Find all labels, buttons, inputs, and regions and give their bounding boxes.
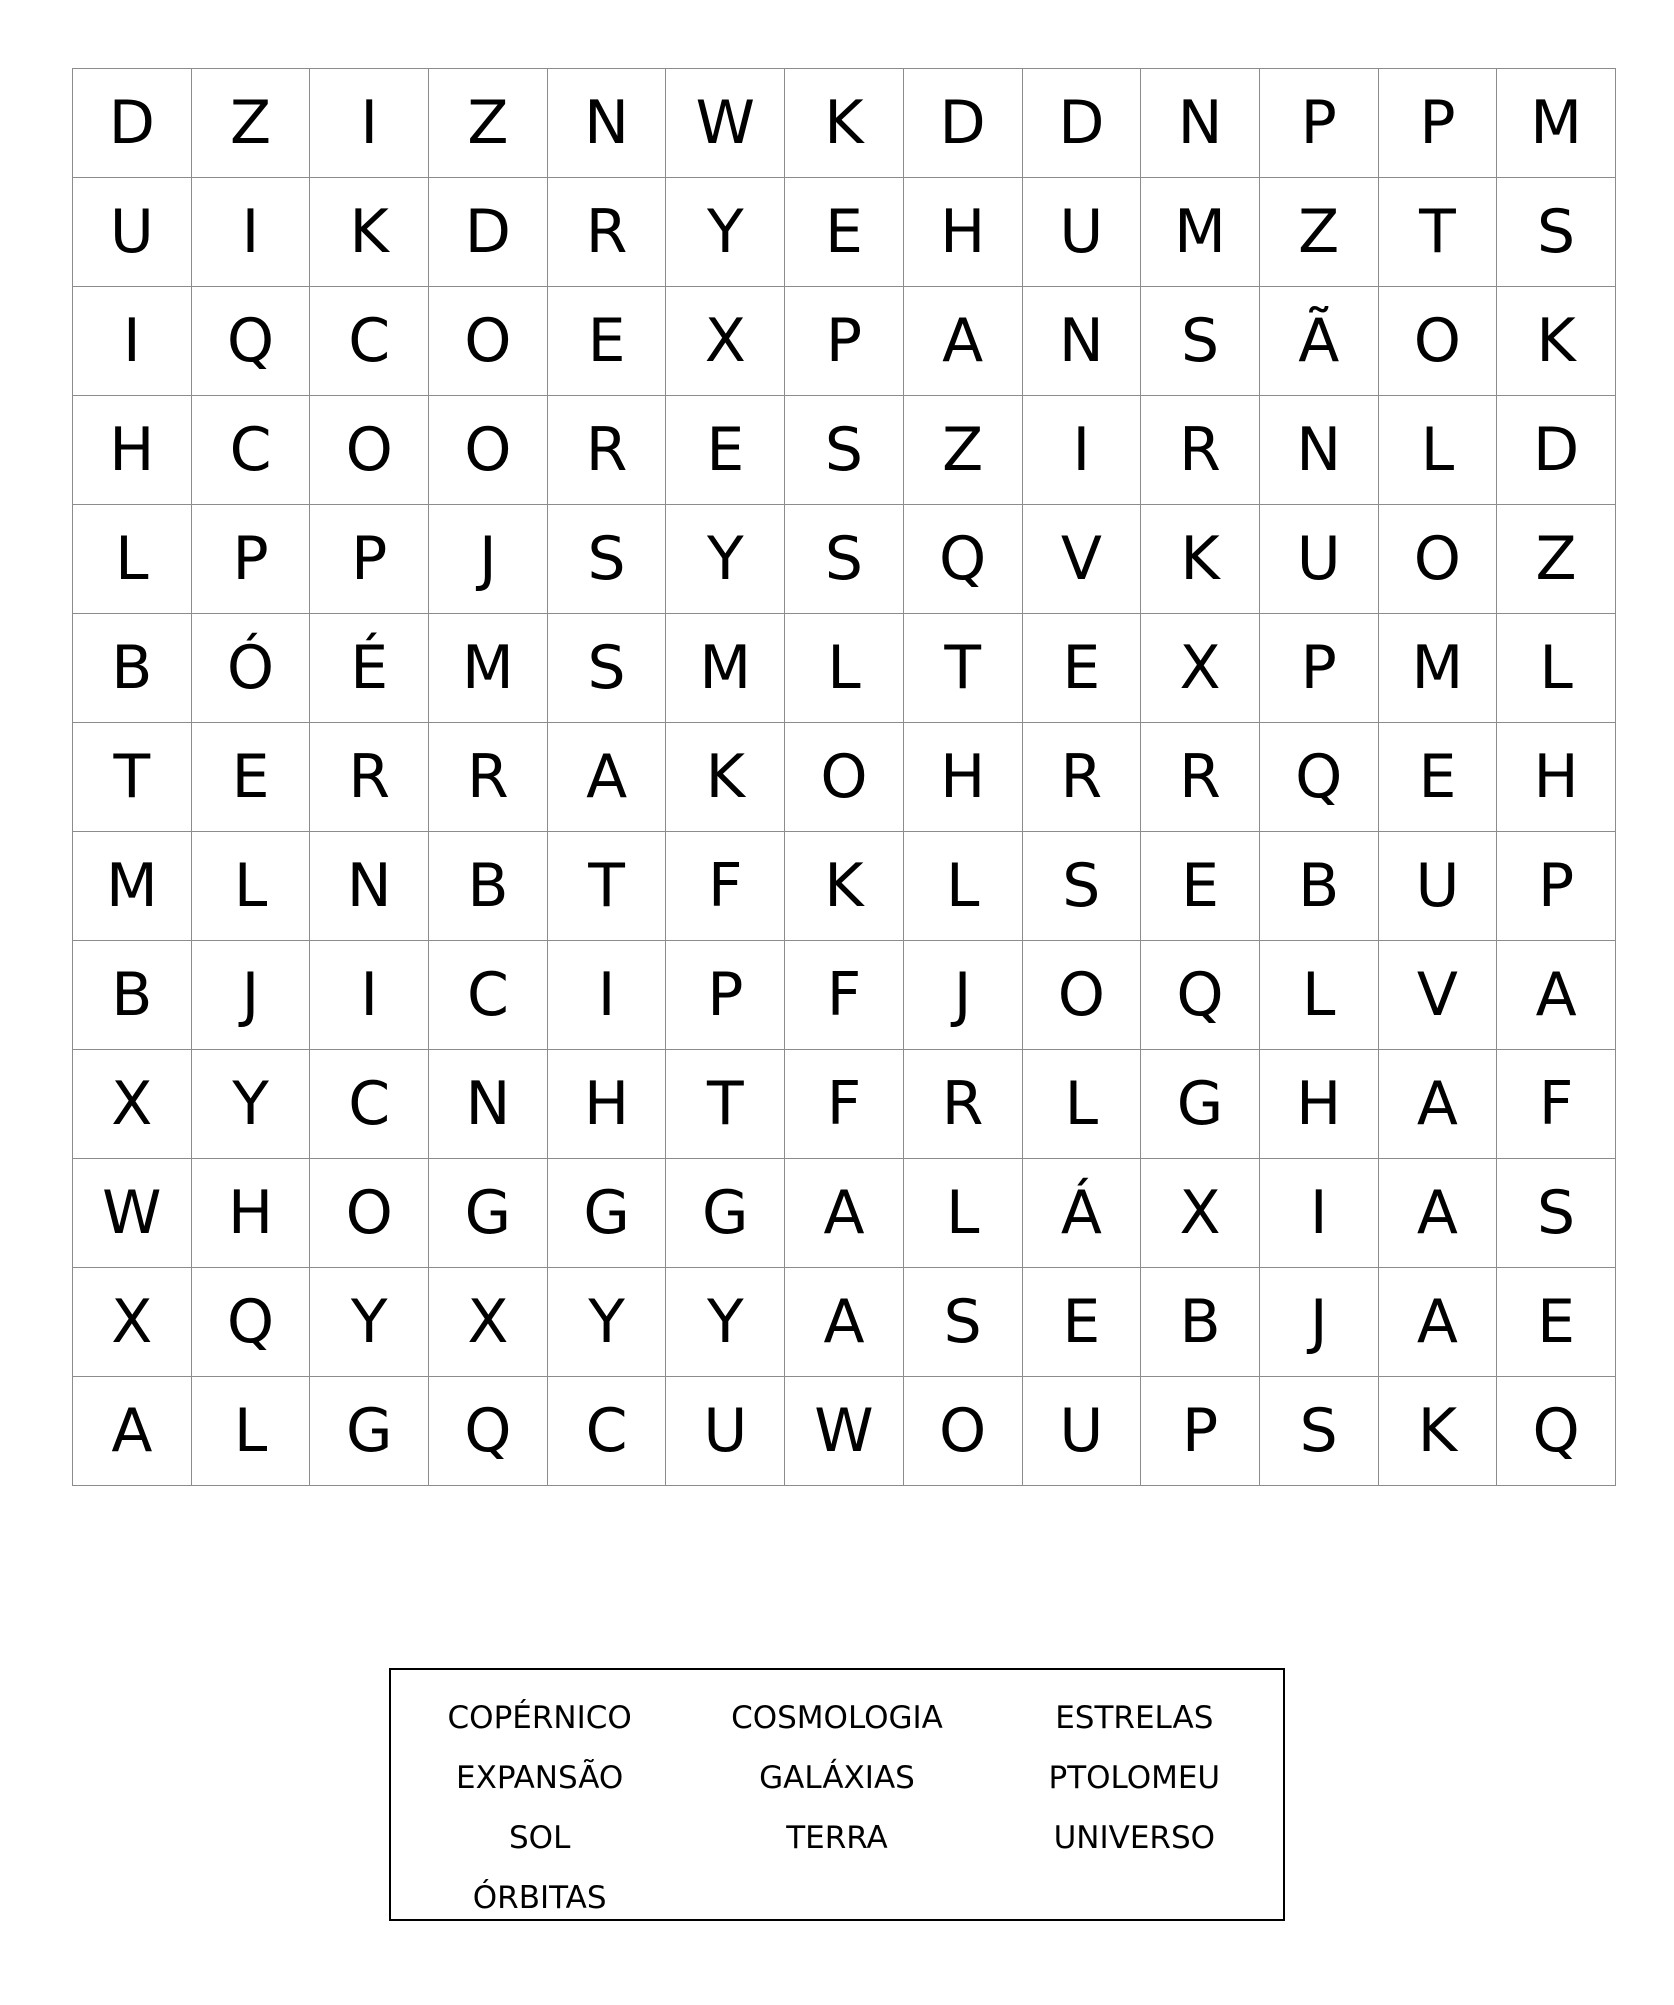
- grid-cell[interactable]: G: [1141, 1050, 1260, 1159]
- grid-cell[interactable]: G: [310, 1377, 429, 1486]
- grid-cell[interactable]: F: [1497, 1050, 1616, 1159]
- grid-cell[interactable]: H: [1497, 723, 1616, 832]
- grid-cell[interactable]: A: [903, 287, 1022, 396]
- grid-cell[interactable]: Z: [191, 69, 310, 178]
- grid-cell[interactable]: T: [73, 723, 192, 832]
- grid-cell[interactable]: I: [310, 941, 429, 1050]
- grid-cell[interactable]: H: [73, 396, 192, 505]
- grid-cell[interactable]: P: [191, 505, 310, 614]
- grid-cell[interactable]: Z: [1259, 178, 1378, 287]
- grid-cell[interactable]: G: [429, 1159, 548, 1268]
- grid-cell[interactable]: D: [1022, 69, 1141, 178]
- grid-cell[interactable]: M: [429, 614, 548, 723]
- grid-cell[interactable]: L: [191, 1377, 310, 1486]
- grid-cell[interactable]: W: [666, 69, 785, 178]
- grid-cell[interactable]: T: [666, 1050, 785, 1159]
- grid-cell[interactable]: L: [191, 832, 310, 941]
- grid-cell[interactable]: Q: [429, 1377, 548, 1486]
- grid-cell[interactable]: L: [903, 832, 1022, 941]
- grid-cell[interactable]: Y: [666, 505, 785, 614]
- grid-row: [73, 178, 1616, 287]
- grid-cell[interactable]: P: [310, 505, 429, 614]
- grid-cell[interactable]: E: [666, 396, 785, 505]
- grid-cell[interactable]: H: [903, 178, 1022, 287]
- grid-cell[interactable]: S: [547, 614, 666, 723]
- grid-cell[interactable]: B: [429, 832, 548, 941]
- grid-cell[interactable]: U: [1022, 1377, 1141, 1486]
- grid-cell[interactable]: O: [1022, 941, 1141, 1050]
- grid-cell[interactable]: A: [73, 1377, 192, 1486]
- grid-cell[interactable]: K: [1141, 505, 1260, 614]
- grid-cell[interactable]: K: [666, 723, 785, 832]
- grid-cell[interactable]: F: [666, 832, 785, 941]
- grid-cell[interactable]: T: [1378, 178, 1497, 287]
- grid-cell[interactable]: X: [73, 1050, 192, 1159]
- word-bank-row: [391, 1868, 1283, 1928]
- grid-cell[interactable]: R: [547, 396, 666, 505]
- grid-cell[interactable]: M: [666, 614, 785, 723]
- grid-cell[interactable]: S: [785, 505, 904, 614]
- grid-cell[interactable]: A: [547, 723, 666, 832]
- grid-cell[interactable]: I: [1259, 1159, 1378, 1268]
- grid-cell[interactable]: Z: [903, 396, 1022, 505]
- grid-cell[interactable]: Q: [903, 505, 1022, 614]
- grid-cell[interactable]: I: [191, 178, 310, 287]
- grid-cell[interactable]: W: [785, 1377, 904, 1486]
- grid-cell[interactable]: E: [191, 723, 310, 832]
- grid-cell[interactable]: C: [310, 287, 429, 396]
- grid-cell[interactable]: X: [1141, 614, 1260, 723]
- grid-cell[interactable]: M: [73, 832, 192, 941]
- grid-cell[interactable]: E: [1141, 832, 1260, 941]
- grid-cell[interactable]: B: [1259, 832, 1378, 941]
- grid-cell[interactable]: K: [1497, 287, 1616, 396]
- grid-cell[interactable]: R: [310, 723, 429, 832]
- grid-cell[interactable]: O: [1378, 505, 1497, 614]
- grid-cell[interactable]: Q: [191, 1268, 310, 1377]
- grid-cell[interactable]: O: [429, 287, 548, 396]
- grid-cell[interactable]: E: [1022, 614, 1141, 723]
- grid-cell[interactable]: L: [903, 1159, 1022, 1268]
- grid-cell[interactable]: E: [1022, 1268, 1141, 1377]
- grid-cell[interactable]: X: [666, 287, 785, 396]
- word-bank-item[interactable]: SOL: [508, 1820, 571, 1856]
- grid-cell[interactable]: Z: [429, 69, 548, 178]
- grid-row: [73, 1159, 1616, 1268]
- grid-row: [73, 941, 1616, 1050]
- grid-cell[interactable]: O: [429, 396, 548, 505]
- grid-cell[interactable]: H: [191, 1159, 310, 1268]
- grid-cell[interactable]: U: [73, 178, 192, 287]
- grid-cell[interactable]: R: [1022, 723, 1141, 832]
- grid-cell[interactable]: M: [1378, 614, 1497, 723]
- grid-cell[interactable]: T: [547, 832, 666, 941]
- grid-cell[interactable]: E: [785, 178, 904, 287]
- grid-cell[interactable]: J: [191, 941, 310, 1050]
- grid-cell[interactable]: U: [1378, 832, 1497, 941]
- grid-row: [73, 505, 1616, 614]
- word-bank: [389, 1668, 1285, 1921]
- grid-cell[interactable]: N: [1259, 396, 1378, 505]
- grid-cell[interactable]: A: [1378, 1159, 1497, 1268]
- grid-cell[interactable]: N: [1022, 287, 1141, 396]
- word-bank-item[interactable]: COPÉRNICO: [447, 1700, 632, 1736]
- grid-cell[interactable]: P: [1497, 832, 1616, 941]
- grid-cell[interactable]: Q: [1497, 1377, 1616, 1486]
- grid-cell[interactable]: K: [785, 69, 904, 178]
- grid-cell[interactable]: B: [73, 941, 192, 1050]
- grid-cell[interactable]: E: [1497, 1268, 1616, 1377]
- grid-row: [73, 1377, 1616, 1486]
- grid-cell[interactable]: L: [785, 614, 904, 723]
- grid-cell[interactable]: B: [1141, 1268, 1260, 1377]
- grid-row: [73, 69, 1616, 178]
- grid-row: [73, 723, 1616, 832]
- grid-cell[interactable]: É: [310, 614, 429, 723]
- grid-cell[interactable]: S: [785, 396, 904, 505]
- word-bank-item[interactable]: COSMOLOGIA: [731, 1700, 943, 1736]
- grid-cell[interactable]: X: [429, 1268, 548, 1377]
- grid-cell[interactable]: N: [429, 1050, 548, 1159]
- grid-cell[interactable]: O: [310, 396, 429, 505]
- grid-cell[interactable]: Y: [666, 1268, 785, 1377]
- grid-cell[interactable]: K: [785, 832, 904, 941]
- word-bank-row: [391, 1808, 1283, 1868]
- grid-cell[interactable]: G: [666, 1159, 785, 1268]
- grid-cell[interactable]: O: [903, 1377, 1022, 1486]
- grid-row: [73, 396, 1616, 505]
- grid-cell[interactable]: S: [903, 1268, 1022, 1377]
- grid-cell[interactable]: H: [903, 723, 1022, 832]
- grid-cell[interactable]: L: [1259, 941, 1378, 1050]
- grid-cell[interactable]: P: [1259, 614, 1378, 723]
- grid-cell[interactable]: D: [903, 69, 1022, 178]
- grid-cell[interactable]: E: [547, 287, 666, 396]
- grid-cell[interactable]: P: [1141, 1377, 1260, 1486]
- grid-cell[interactable]: C: [191, 396, 310, 505]
- grid-cell[interactable]: Á: [1022, 1159, 1141, 1268]
- grid-cell[interactable]: Q: [1259, 723, 1378, 832]
- grid-cell[interactable]: N: [1141, 69, 1260, 178]
- grid-cell[interactable]: S: [1497, 1159, 1616, 1268]
- grid-cell[interactable]: J: [903, 941, 1022, 1050]
- word-bank-item[interactable]: EXPANSÃO: [456, 1760, 624, 1796]
- grid-cell[interactable]: R: [429, 723, 548, 832]
- grid-cell[interactable]: H: [1259, 1050, 1378, 1159]
- grid-cell[interactable]: A: [1378, 1268, 1497, 1377]
- grid-cell[interactable]: I: [1022, 396, 1141, 505]
- grid-cell[interactable]: L: [1022, 1050, 1141, 1159]
- word-bank-item[interactable]: ESTRELAS: [1055, 1700, 1214, 1736]
- grid-cell[interactable]: I: [310, 69, 429, 178]
- grid-cell[interactable]: M: [1141, 178, 1260, 287]
- grid-cell[interactable]: L: [73, 505, 192, 614]
- grid-cell[interactable]: L: [1497, 614, 1616, 723]
- word-search-puzzle: [72, 68, 1602, 1486]
- grid-cell[interactable]: R: [1141, 723, 1260, 832]
- word-bank-item[interactable]: GALÁXIAS: [759, 1760, 915, 1796]
- grid-row: [73, 287, 1616, 396]
- grid-cell[interactable]: S: [1259, 1377, 1378, 1486]
- grid-cell[interactable]: J: [1259, 1268, 1378, 1377]
- grid-cell[interactable]: Q: [1141, 941, 1260, 1050]
- grid-cell[interactable]: J: [429, 505, 548, 614]
- grid-cell[interactable]: I: [547, 941, 666, 1050]
- grid-cell[interactable]: O: [310, 1159, 429, 1268]
- grid-cell[interactable]: V: [1022, 505, 1141, 614]
- grid-cell[interactable]: Ã: [1259, 287, 1378, 396]
- grid-cell[interactable]: W: [73, 1159, 192, 1268]
- word-bank-item[interactable]: UNIVERSO: [1053, 1820, 1216, 1856]
- grid-cell[interactable]: H: [547, 1050, 666, 1159]
- grid-cell[interactable]: O: [785, 723, 904, 832]
- grid-cell[interactable]: O: [1378, 287, 1497, 396]
- grid-cell[interactable]: Y: [310, 1268, 429, 1377]
- grid-cell[interactable]: Ó: [191, 614, 310, 723]
- grid-cell[interactable]: P: [1259, 69, 1378, 178]
- grid-cell[interactable]: D: [1497, 396, 1616, 505]
- grid-cell[interactable]: U: [1022, 178, 1141, 287]
- grid-cell[interactable]: C: [310, 1050, 429, 1159]
- grid-cell[interactable]: F: [785, 941, 904, 1050]
- grid-cell[interactable]: C: [547, 1377, 666, 1486]
- grid-cell[interactable]: U: [1259, 505, 1378, 614]
- grid-row: [73, 1050, 1616, 1159]
- grid-cell[interactable]: Y: [191, 1050, 310, 1159]
- grid-cell[interactable]: L: [1378, 396, 1497, 505]
- grid-cell[interactable]: G: [547, 1159, 666, 1268]
- grid-cell[interactable]: Q: [191, 287, 310, 396]
- grid-cell[interactable]: R: [1141, 396, 1260, 505]
- word-bank-item[interactable]: TERRA: [786, 1820, 888, 1856]
- grid-cell[interactable]: R: [903, 1050, 1022, 1159]
- word-bank-item[interactable]: ÓRBITAS: [472, 1880, 607, 1916]
- grid-cell[interactable]: T: [903, 614, 1022, 723]
- grid-cell[interactable]: S: [1141, 287, 1260, 396]
- grid-cell[interactable]: E: [1378, 723, 1497, 832]
- grid-cell[interactable]: S: [547, 505, 666, 614]
- grid-cell[interactable]: S: [1022, 832, 1141, 941]
- grid-cell[interactable]: Y: [666, 178, 785, 287]
- grid-cell[interactable]: F: [785, 1050, 904, 1159]
- grid-cell[interactable]: P: [666, 941, 785, 1050]
- word-bank-item[interactable]: PTOLOMEU: [1048, 1760, 1221, 1796]
- grid-cell[interactable]: N: [310, 832, 429, 941]
- grid-cell[interactable]: P: [1378, 69, 1497, 178]
- grid-cell[interactable]: A: [785, 1159, 904, 1268]
- grid-cell[interactable]: N: [547, 69, 666, 178]
- grid-cell[interactable]: R: [547, 178, 666, 287]
- grid-cell[interactable]: D: [429, 178, 548, 287]
- grid-cell[interactable]: C: [429, 941, 548, 1050]
- grid-cell[interactable]: A: [785, 1268, 904, 1377]
- word-bank-row: [391, 1688, 1283, 1748]
- grid-row: [73, 1268, 1616, 1377]
- grid-cell[interactable]: I: [73, 287, 192, 396]
- grid-row: [73, 832, 1616, 941]
- grid-cell[interactable]: X: [73, 1268, 192, 1377]
- letter-grid: [72, 68, 1616, 1486]
- grid-row: [73, 614, 1616, 723]
- grid-cell[interactable]: S: [1497, 178, 1616, 287]
- grid-cell[interactable]: B: [73, 614, 192, 723]
- grid-cell[interactable]: X: [1141, 1159, 1260, 1268]
- grid-cell[interactable]: M: [1497, 69, 1616, 178]
- grid-cell[interactable]: D: [73, 69, 192, 178]
- grid-cell[interactable]: Y: [547, 1268, 666, 1377]
- grid-cell[interactable]: Z: [1497, 505, 1616, 614]
- grid-cell[interactable]: P: [785, 287, 904, 396]
- grid-cell[interactable]: A: [1378, 1050, 1497, 1159]
- grid-cell[interactable]: A: [1497, 941, 1616, 1050]
- grid-cell[interactable]: K: [310, 178, 429, 287]
- grid-cell[interactable]: U: [666, 1377, 785, 1486]
- grid-cell[interactable]: K: [1378, 1377, 1497, 1486]
- word-bank-row: [391, 1748, 1283, 1808]
- grid-cell[interactable]: V: [1378, 941, 1497, 1050]
